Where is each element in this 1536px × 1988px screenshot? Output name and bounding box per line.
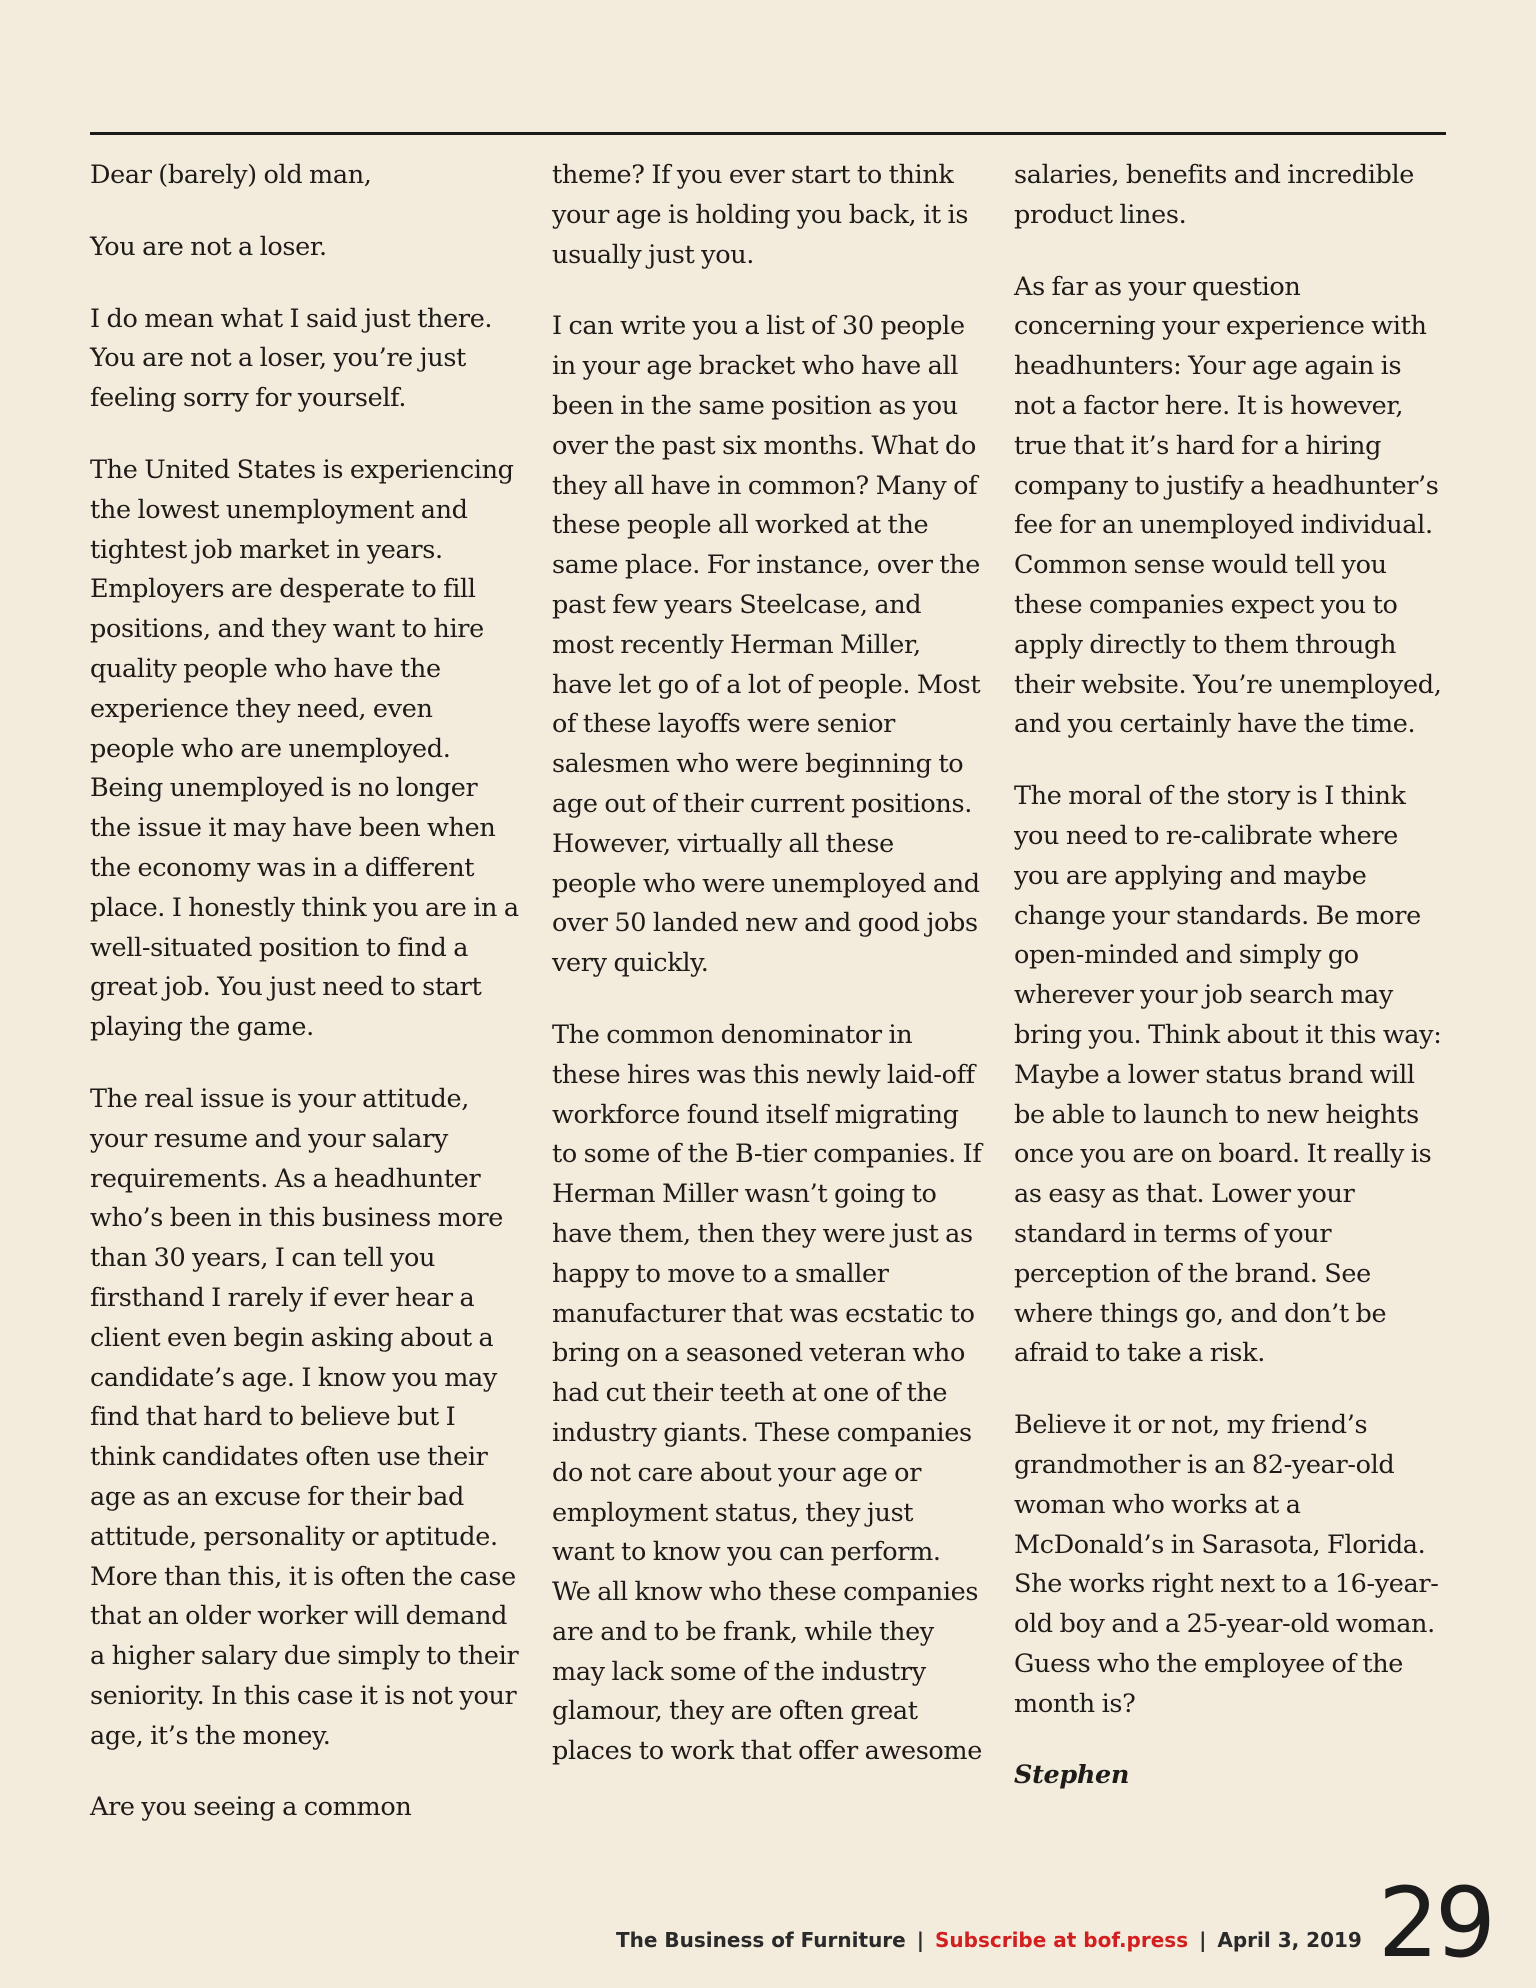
footer-separator: | <box>1199 1928 1207 1952</box>
paragraph: You are not a loser. <box>90 231 327 262</box>
page-footer <box>616 1867 1492 1979</box>
paragraph: The common denominator in these hires was this newly laid-off workforce found itself migrating to some of the B-tier companies. If Herman Miller wasn’t going to have them, then they were just as happy to move to a smaller manufacturer that was ecstatic to bring on a seasoned veteran who had cut their teeth at one of the industry giants. These companies do not care about your age or employment status, they just want to know you can perform. We all know who these companies are and to be frank, while they may lack some of the industry glamour, they are often great places to work that offer awesome <box>552 1019 982 1767</box>
column-1 <box>90 156 520 1860</box>
paragraph: I do mean what I said just there. You are not a loser, you’re just feeling sorry for yourself. <box>90 303 493 414</box>
paragraph: The United States is experiencing the lowest unemployment and tightest job market in years. Employers are desperate to fill positions, and they want to hire quality people who have the experience they need, even people who are unemployed. Being unemployed is no longer the issue it may have been when the economy was in a different place. I honestly think you are in a well-situated position to find a great job. You just need to start playing the game. <box>90 454 519 1043</box>
paragraph: The moral of the story is I think you need to re-calibrate where you are applying and maybe change your standards. Be more open-minded and simply go wherever your job search may bring you. Think about it this way: Maybe a lower status brand will be able to launch to new heights once you are on board. It really is as easy as that. Lower your standard in terms of your perception of the brand. See where things go, and don’t be afraid to take a risk. <box>1014 781 1442 1369</box>
page-number: 29 <box>1377 1867 1492 1979</box>
paragraph: As far as your question concerning your experience with headhunters: Your age again is not a factor here. It is however, true that it’s hard for a hiring company to justify a headhunter’s fee for an unemployed individual. Common sense would tell you these companies expect you to apply directly to them through their website. You’re unemployed, and you certainly have the time. <box>1014 271 1442 740</box>
top-rule <box>90 132 1446 135</box>
footer-line <box>616 1928 1362 1952</box>
publication-name: The Business of Furniture <box>616 1928 906 1952</box>
paragraph: salaries, benefits and incredible product lines. <box>1014 160 1415 230</box>
paragraph: Believe it or not, my friend’s grandmother is an 82-year-old woman who works at a McDonald’s in Sarasota, Florida. She works right next to a 16-year-old boy and a 25-year-old woman. Guess who the employee of the month is? <box>1014 1410 1439 1719</box>
column-3 <box>1014 156 1444 1828</box>
paragraph: I can write you a list of 30 people in your age bracket who have all been in the same position as you over the past six months. What do they all have in common? Many of these people all worked at the same place. For instance, over the past few years Steelcase, and most recently Herman Miller, have let go of a lot of people. Most of these layoffs were senior salesmen who were beginning to age out of their current positions. However, virtually all these people who were unemployed and over 50 landed new and good jobs very quickly. <box>552 311 981 979</box>
paragraph: theme? If you ever start to think your age is holding you back, it is usually just you. <box>552 160 969 270</box>
article-body <box>90 156 1446 1856</box>
salutation: Dear (barely) old man, <box>90 160 372 190</box>
subscribe-link[interactable]: Subscribe at bof.press <box>934 1928 1189 1952</box>
paragraph: Are you seeing a common <box>90 1792 412 1823</box>
footer-separator: | <box>916 1928 925 1952</box>
issue-date: April 3, 2019 <box>1217 1928 1362 1952</box>
paragraph: The real issue is your attitude, your resume and your salary requirements. As a headhunter who’s been in this business more than 30 years, I can tell you firsthand I rarely if ever hear a client even begin asking about a candidate’s age. I know you may find that hard to believe but I think candidates often use their age as an excuse for their bad attitude, personality or aptitude. More than this, it is often the case that an older worker will demand a higher salary due simply to their seniority. In this case it is not your age, it’s the money. <box>90 1083 519 1751</box>
column-2 <box>552 156 982 1804</box>
signature: Stephen <box>1014 1760 1130 1791</box>
